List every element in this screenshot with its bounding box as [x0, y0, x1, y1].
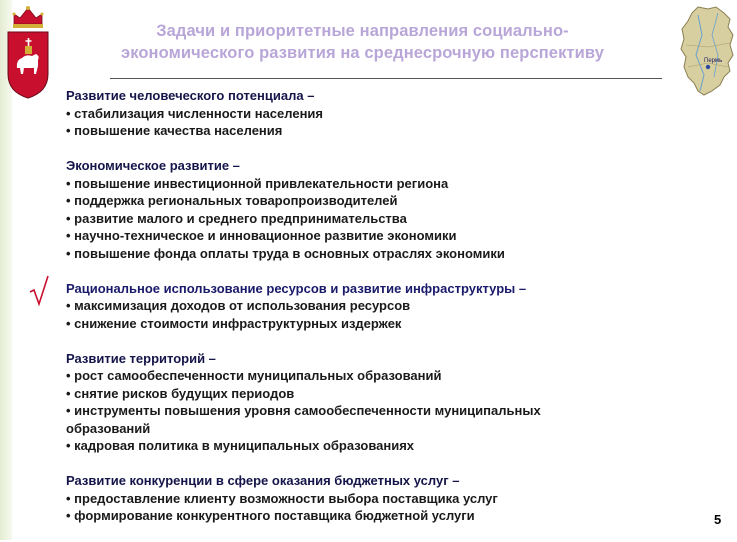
list-item: • стабилизация численности населения — [66, 105, 324, 121]
title-line-1: Задачи и приоритетные направления социально- — [156, 22, 569, 40]
list-item: образований — [66, 420, 151, 436]
list-item: • снижение стоимости инфраструктурных издержек — [66, 315, 402, 331]
checkmark-icon — [28, 274, 50, 308]
list-item: • максимизация доходов от использования ресурсов — [66, 298, 411, 313]
list-item: • формирование конкурентного поставщика бюджетной услуги — [66, 508, 475, 523]
region-map-icon — [678, 5, 735, 98]
content-list — [66, 87, 666, 542]
page-title — [60, 20, 665, 64]
section-territories — [66, 350, 666, 455]
map-city-label: Пермь — [704, 58, 723, 64]
section-human-potential — [66, 87, 666, 140]
list-item: • повышение фонда оплаты труда в основных отраслях экономики — [66, 245, 505, 261]
list-item: • предоставление клиенту возможности выбора поставщика услуг — [66, 490, 498, 506]
coat-of-arms-icon — [4, 2, 52, 100]
list-item: • инструменты повышения уровня самообеспеченности муниципальных — [66, 403, 541, 418]
section-resources-infrastructure — [66, 280, 666, 333]
section-heading: Экономическое развитие – — [66, 158, 240, 173]
list-item: • кадровая политика в муниципальных образованиях — [66, 438, 415, 453]
section-heading: Развитие территорий – — [66, 350, 216, 366]
section-competition — [66, 472, 666, 525]
list-item: • рост самообеспеченности муниципальных образований — [66, 368, 442, 383]
list-item: • повышение качества населения — [66, 123, 283, 138]
title-divider — [110, 78, 662, 79]
list-item: • научно-техническое и инновационное развитие экономики — [66, 228, 457, 243]
section-heading: Рациональное использование ресурсов и развитие инфраструктуры – — [66, 280, 527, 296]
list-item: • развитие малого и среднего предпринимательства — [66, 210, 407, 226]
section-heading: Развитие конкуренции в сфере оказания бюджетных услуг – — [66, 473, 460, 488]
section-heading: Развитие человеческого потенциала – — [66, 88, 315, 103]
page-number: 5 — [714, 512, 722, 527]
list-item: • снятие рисков будущих периодов — [66, 385, 295, 401]
list-item: • повышение инвестиционной привлекательности региона — [66, 175, 449, 191]
section-economic-development — [66, 157, 666, 262]
title-line-2: экономического развития на среднесрочную перспективу — [121, 44, 604, 62]
list-item: • поддержка региональных товаропроизводителей — [66, 193, 398, 208]
